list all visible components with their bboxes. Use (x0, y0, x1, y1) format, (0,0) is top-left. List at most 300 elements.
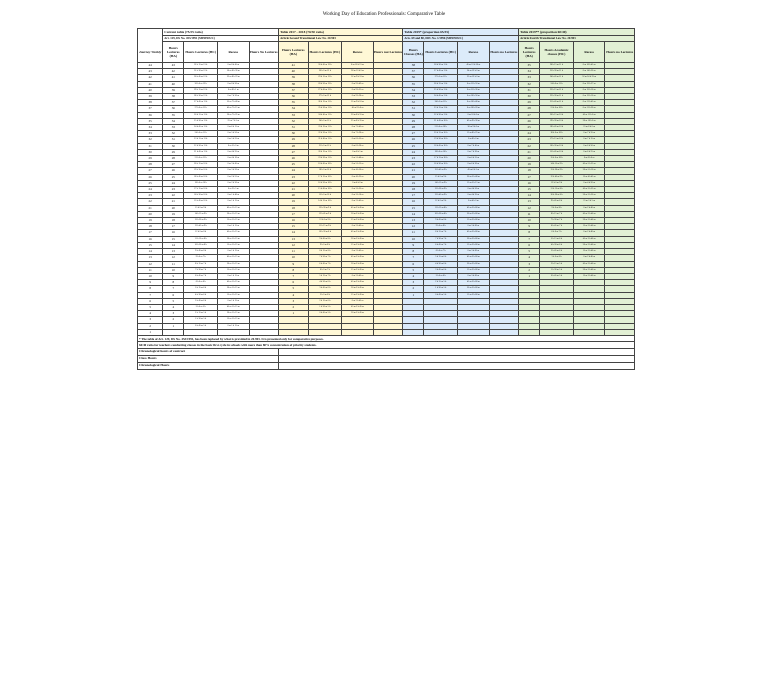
group-subtitle-2019-65: Arts. 69 and 80, DFL No. 1/1996 (MINEDUC) (403, 36, 519, 42)
table-cell: 20 h 15 m 11 h (308, 149, 342, 155)
table-cell: 9 (279, 261, 308, 267)
table-cell: 7 (519, 236, 540, 242)
table-cell: 16 h 30 m 10 h (424, 162, 458, 168)
table-cell: 9 h 0 m 8 h (308, 242, 342, 248)
table-cell: 12 h 45 m 9 h (540, 174, 574, 180)
table-cell: 15 m 2 h 40 m (573, 224, 605, 230)
table-cell: 25 h 30 m 11 h (540, 69, 574, 75)
table-cell: 45 m 2 h 45 m (342, 205, 374, 211)
weekly-hours-cell: 23 (138, 193, 163, 199)
table-cell: 3 (519, 261, 540, 267)
table-cell: 22 (163, 193, 184, 199)
table-cell: 9 (403, 242, 424, 248)
table-cell: 21 h 0 m 10 h (540, 106, 574, 112)
table-cell: 5 h 15 m 6 h (540, 236, 574, 242)
table-cell: 15 h 0 m 10 h (540, 156, 574, 162)
table-cell: 4 h 30 m 6 h (540, 242, 574, 248)
table-cell: 30 m 5 h 40 m (458, 174, 490, 180)
group-title-2019-60: Table 2019** (proportion 60/40) (519, 29, 635, 36)
table-cell: 18 (403, 187, 424, 193)
table-cell: 24 h 45 m 11 h (308, 112, 342, 118)
table-cell: 18 h 45 m 10 h (308, 162, 342, 168)
table-cell: 0 m 7 h 45 m (458, 143, 490, 149)
table-cell: 19 h 30 m 10 h (424, 137, 458, 143)
table-cell: 2 (163, 317, 184, 323)
table-cell: 22 h 30 m 11 h (424, 112, 458, 118)
table-cell: 37 (279, 87, 308, 93)
table-cell: 12 h 0 m 9 h (540, 180, 574, 186)
table-cell: 15 (279, 224, 308, 230)
table-cell: 27 (279, 149, 308, 155)
weekly-hours-cell: 34 (138, 125, 163, 131)
table-cell: 15 m 3 h 60 m (458, 292, 490, 298)
table-cell: 0 m 4 h 35 m (218, 149, 250, 155)
table-cell: 0 m 10 h 40 m (458, 100, 490, 106)
table-cell: 4 (279, 292, 308, 298)
table-cell: 3 (163, 311, 184, 317)
table-cell: 21 h 45 m 11 h (184, 149, 218, 155)
table-cell: 5 (403, 267, 424, 273)
table-cell: 18 h 0 m 10 h (308, 168, 342, 174)
table-cell: 15 h 0 m 9 h (424, 174, 458, 180)
table-cell: 0 m 2 h 45 m (342, 199, 374, 205)
table-cell: 6 h 0 m 7 h (540, 230, 574, 236)
group-subtitle-2017: Article Second Transitional Law No. 20.903 (279, 36, 403, 42)
table-cell: 7 h 30 m 7 h (540, 218, 574, 224)
weekly-hours-cell: 9 (138, 280, 163, 286)
table-cell: 33 (279, 112, 308, 118)
table-cell: 8 (279, 267, 308, 273)
table-cell: 9 h 0 m 7 h (184, 255, 218, 261)
table-cell: 1 (163, 323, 184, 329)
table-cell: 45 m 6 h 5 m (458, 168, 490, 174)
table-cell: 0 h 45 m 5 h (424, 292, 458, 298)
table-cell: 17 h 15 m 10 h (424, 156, 458, 162)
table-cell: 37 (403, 69, 424, 75)
table-cell: 19 h 30 m 11 h (308, 156, 342, 162)
table-cell: 45 m 5 h 35 m (573, 162, 605, 168)
table-cell: 45 m 3 h 60 m (458, 255, 490, 261)
table-cell: 20 m 7 h 25 m (218, 112, 250, 118)
table-cell: 19 (163, 211, 184, 217)
table-cell: 14 (403, 211, 424, 217)
weekly-hours-cell: 28 (138, 162, 163, 168)
table-cell: 11 (519, 211, 540, 217)
table-cell: 25 m 7 h 5 m (218, 118, 250, 124)
table-cell: 10 (403, 236, 424, 242)
group-subtitle-2019-60: Article Fourth Transitional Law No. 20.903 (519, 36, 635, 42)
table-cell: 45 m 1 h 15 m (218, 304, 250, 310)
table-cell: 12 (519, 205, 540, 211)
col-header: Hours Academic classes (HC) (540, 42, 574, 63)
group-title-2017: Table 2017 - 2018 (70/30 ratio) (279, 29, 403, 36)
table-cell: 0 m 4 h 50 m (342, 168, 374, 174)
table-cell: 0 m 16 h 45 m (573, 63, 605, 69)
table-cell: 15 m 3 h 60 m (458, 242, 490, 248)
table-cell: 30 m 1 h 15 m (218, 311, 250, 317)
table-cell: 30 m 1 h 15 m (218, 261, 250, 267)
table-cell: 30 m 2 h 45 m (342, 311, 374, 317)
table-cell: 28 h 30 m 11 h (424, 63, 458, 69)
table-cell: 0 m 2 h 45 m (342, 224, 374, 230)
table-cell: 30 (279, 131, 308, 137)
table-cell: 27 h 0 m 11 h (184, 106, 218, 112)
table-cell: 45 m 3 h 60 m (458, 280, 490, 286)
table-cell: 0 m 3 h 60 m (458, 273, 490, 279)
table-cell: 35 (163, 112, 184, 118)
table-cell: 6 (403, 261, 424, 267)
table-cell: 30 m 5 h 10 m (573, 168, 605, 174)
table-cell: 22 h 30 m 11 h (184, 143, 218, 149)
table-cell: 6 h 45 m 7 h (184, 273, 218, 279)
table-cell: 25 (163, 174, 184, 180)
weekly-hours-cell: 6 (138, 298, 163, 304)
table-body (138, 63, 635, 336)
table-cell: 19 h 30 m 10 h (184, 168, 218, 174)
table-cell: 6 h 0 m 7 h (424, 249, 458, 255)
table-cell: 35 (519, 63, 540, 69)
table-cell: 28 (519, 106, 540, 112)
table-cell: 31 (163, 137, 184, 143)
table-cell: 4 h 30 m 6 h (184, 292, 218, 298)
table-cell: 0 m 13 h 10 m (573, 87, 605, 93)
table-cell: 31 (279, 125, 308, 131)
col-header: Recess (458, 42, 490, 63)
table-cell: 11 h 15 m 9 h (308, 224, 342, 230)
table-cell: 0 m 6 h 50 m (573, 143, 605, 149)
table-cell: 19 h 30 m 10 h (540, 118, 574, 124)
table-cell: 15 m 2 h 40 m (573, 249, 605, 255)
col-header: Hours Lectures (HC) (184, 42, 218, 63)
group-title-2019-65: Table 2019* (proportion 65/35) (403, 29, 519, 36)
weekly-hours-cell: 44 (138, 63, 163, 69)
table-cell: 9 h 0 m 8 h (540, 205, 574, 211)
table-cell: 27 (403, 131, 424, 137)
table-cell: 15 m 1 h 15 m (218, 242, 250, 248)
note-2: 60/40 ratio for teachers conducting classes in the basic first cycle in schools with more than 80% concentration of priority students. (138, 342, 635, 349)
weekly-hours-cell: 12 (138, 261, 163, 267)
col-header: Recess (342, 42, 374, 63)
table-cell: 30 h 0 m 12 h (184, 81, 218, 87)
table-cell: 1 (519, 273, 540, 279)
table-cell: 0 m 2 h 40 m (573, 230, 605, 236)
table-cell: 13 (163, 249, 184, 255)
table-cell: 0 m 13 h 27 m (573, 81, 605, 87)
table-cell: 5 h 15 m 6 h (184, 286, 218, 292)
table-cell: 0 m 7 h 35 m (573, 131, 605, 137)
table-cell: 45 m 2 h 40 m (573, 261, 605, 267)
table-cell: 2 h 15 m 5 h (424, 280, 458, 286)
table-cell: 20 (279, 193, 308, 199)
table-cell: 21 h 45 m 11 h (308, 137, 342, 143)
table-cell: 0 m 14 h 30 m (573, 69, 605, 75)
table-cell: 11 h 15 m 8 h (424, 205, 458, 211)
table-cell: 6 (279, 280, 308, 286)
table-cell: 0 m 2 h 45 m (342, 273, 374, 279)
col-header: Hours No Lectures (249, 42, 278, 63)
table-cell: 1 h 30 m 5 h (308, 304, 342, 310)
table-cell: 1 h 30 m 5 h (424, 286, 458, 292)
weekly-hours-cell: 35 (138, 118, 163, 124)
table-cell: 16 (279, 218, 308, 224)
table-cell: 45 m 2 h 45 m (342, 280, 374, 286)
table-cell: 25 m 8 h 35 m (342, 118, 374, 124)
table-cell: 30 m 1 h 15 m (218, 286, 250, 292)
table-cell: 28 h 30 m 12 h (308, 81, 342, 87)
table-cell: 45 m 1 h 15 m (218, 255, 250, 261)
table-cell: 14 h 15 m 9 h (424, 180, 458, 186)
table-cell: 0 m 2 h 40 m (573, 255, 605, 261)
table-cell: 12 (279, 242, 308, 248)
table-cell: 20 (163, 205, 184, 211)
table-cell: 0 m 4 h 25 m (458, 193, 490, 199)
table-cell: 0 m 6 h 30 m (458, 162, 490, 168)
table-cell: 25 h 30 m 11 h (184, 118, 218, 124)
col-header: Hours Lectures (HA) (519, 42, 540, 63)
table-cell: 13 (519, 199, 540, 205)
table-cell: 0 m 3 h 60 m (458, 224, 490, 230)
table-cell: 12 (163, 255, 184, 261)
table-cell: 45 m 1 h 15 m (218, 280, 250, 286)
table-cell: 23 (519, 137, 540, 143)
comparative-table-container (137, 28, 635, 370)
table-cell: 13 h 30 m 9 h (424, 187, 458, 193)
table-cell: 30 (403, 112, 424, 118)
weekly-hours-cell: 24 (138, 187, 163, 193)
table-cell: 15 (403, 205, 424, 211)
table-cell: 15 h 45 m 10 h (308, 187, 342, 193)
table-cell: 0 m 9 h 20 m (342, 94, 374, 100)
table-cell: 18 h 0 m 10 h (540, 131, 574, 137)
table-cell: 27 (163, 162, 184, 168)
table-cell: 22 h 30 m 11 h (308, 131, 342, 137)
weekly-hours-cell: 40 (138, 87, 163, 93)
weekly-hours-cell: 16 (138, 236, 163, 242)
table-cell: 0 m 4 h 10 m (218, 156, 250, 162)
table-cell: 0 m 7 h 15 m (573, 137, 605, 143)
table-cell: 45 m 9 h 0 m (342, 106, 374, 112)
table-cell: 30 m 2 h 40 m (573, 218, 605, 224)
table-cell: 0 m 6 h 30 m (342, 143, 374, 149)
table-cell: 10 h 30 m 8 h (308, 230, 342, 236)
table-cell: 27 (519, 112, 540, 118)
weekly-hours-cell: 22 (138, 199, 163, 205)
table-cell: 16 (519, 180, 540, 186)
table-cell: 34 (403, 87, 424, 93)
table-cell: 18 (279, 205, 308, 211)
table-cell: 23 h 15 m 11 h (308, 125, 342, 131)
table-cell: 29 h 15 m 12 h (308, 75, 342, 81)
table-cell: 2 (279, 304, 308, 310)
table-cell: 8 h 15 m 7 h (540, 211, 574, 217)
table-cell: 15 m 2 h 45 m (342, 218, 374, 224)
weekly-hours-cell: 30 (138, 149, 163, 155)
table-cell: 9 h 45 m 8 h (184, 249, 218, 255)
table-cell: 2 (403, 286, 424, 292)
table-cell: 0 m 6 h 55 m (458, 156, 490, 162)
table-cell: 4 (163, 304, 184, 310)
col-header: Hours Lectures (HC) (424, 42, 458, 63)
table-cell: 45 m 3 h 55 m (573, 187, 605, 193)
weekly-hours-cell: 27 (138, 168, 163, 174)
weekly-hours-cell: 26 (138, 174, 163, 180)
table-cell: 24 h 0 m 11 h (540, 81, 574, 87)
table-cell: 30 (519, 94, 540, 100)
col-header: Hours Lectures (HC) (308, 42, 342, 63)
table-cell: 0 m 6 h 15 m (218, 125, 250, 131)
table-cell: 9 h 45 m 8 h (424, 218, 458, 224)
table-cell: 10 (163, 267, 184, 273)
table-cell: 30 m 3 h 30 m (573, 193, 605, 199)
table-cell: 14 h 15 m 10 h (308, 199, 342, 205)
table-cell: 0 m 5 h 15 m (342, 162, 374, 168)
table-cell: 0 m 3 h 35 m (342, 187, 374, 193)
table-cell: 8 (163, 280, 184, 286)
table-cell: 14 h 15 m 9 h (184, 211, 218, 217)
table-cell: 21 h 0 m 11 h (308, 143, 342, 149)
table-cell: 17 (403, 193, 424, 199)
table-cell: 30 h 0 m 12 h (308, 69, 342, 75)
table-cell: 7 (279, 273, 308, 279)
table-cell: 24 h 0 m 11 h (184, 131, 218, 137)
table-cell: 6 h 45 m 7 h (424, 242, 458, 248)
table-cell: 30 m 2 h 40 m (573, 267, 605, 273)
table-cell: 3 h 45 m 6 h (540, 249, 574, 255)
table-cell: 25 (279, 162, 308, 168)
table-cell: 6 h 0 m 6 h (184, 280, 218, 286)
table-cell: 0 m 4 h 0 m (342, 180, 374, 186)
table-cell: 0 m 10 h 20 m (458, 106, 490, 112)
table-cell: 45 m 9 h 30 m (458, 118, 490, 124)
table-cell: 20 m 8 h 55 m (342, 112, 374, 118)
table-cell: 19 (519, 162, 540, 168)
table-cell: 28 (279, 143, 308, 149)
table-cell: 0 m 8 h 45 m (218, 63, 250, 69)
table-cell: 14 (519, 193, 540, 199)
table-cell: 21 (403, 168, 424, 174)
table-cell: 26 h 15 m 11 h (424, 81, 458, 87)
table-cell: 12 h 0 m 9 h (424, 199, 458, 205)
table-cell: 30 m 2 h 45 m (342, 236, 374, 242)
table-cell: 17 (163, 224, 184, 230)
table-cell: 15 h 45 m 10 h (540, 149, 574, 155)
table-cell: 4 h 30 m 6 h (308, 280, 342, 286)
table-cell: 30 m 2 h 45 m (342, 286, 374, 292)
table-cell: 0 m 7 h 45 m (342, 125, 374, 131)
table-cell: 30 m 1 h 15 m (218, 211, 250, 217)
table-cell: 5 (279, 286, 308, 292)
table-cell: 39 (279, 75, 308, 81)
table-cell: 26 (519, 118, 540, 124)
table-cell: 21 (163, 199, 184, 205)
table-cell: 17 h 15 m 10 h (184, 187, 218, 193)
table-cell: 0 m 4 h 0 m (458, 199, 490, 205)
table-cell: 15 m 2 h 45 m (342, 242, 374, 248)
table-cell: 24 h 0 m 11 h (424, 100, 458, 106)
table-cell: 45 m 3 h 60 m (458, 205, 490, 211)
group-title-current: Current table (75/25 ratio) (163, 29, 279, 36)
table-cell: 15 h 0 m 10 h (308, 193, 342, 199)
table-cell: 15 m 1 h 15 m (218, 292, 250, 298)
table-cell: 21 (519, 149, 540, 155)
weekly-hours-cell: 10 (138, 273, 163, 279)
table-cell: 36 (403, 75, 424, 81)
table-cell: 0 m 1 h 15 m (218, 249, 250, 255)
comparative-table (137, 28, 635, 370)
table-cell: 29 h 15 m 12 h (184, 87, 218, 93)
col-header: Hours Classes (HA) (403, 42, 424, 63)
table-cell: 14 h 15 m 9 h (540, 162, 574, 168)
table-cell: 32 (279, 118, 308, 124)
table-cell: 15 (163, 236, 184, 242)
journey-weekly-header: Journey Weekly (138, 42, 163, 63)
table-cell: 0 m 3 h 60 m (458, 249, 490, 255)
table-cell: 36 (163, 106, 184, 112)
table-cell: 27 h 0 m 12 h (308, 94, 342, 100)
table-cell: 18 h 45 m 10 h (184, 174, 218, 180)
weekly-hours-cell: 18 (138, 224, 163, 230)
table-cell: 32 (403, 100, 424, 106)
table-cell: 15 m 8 h 25 m (458, 131, 490, 137)
table-cell: 7 h 30 m 7 h (424, 236, 458, 242)
table-cell: 23 (279, 174, 308, 180)
table-cell: 0 m 1 h 15 m (218, 224, 250, 230)
table-cell: 28 (163, 156, 184, 162)
table-cell: 30 m 3 h 60 m (458, 261, 490, 267)
table-cell: 26 (403, 137, 424, 143)
table-cell: 0 m 7 h 20 m (342, 131, 374, 137)
table-cell: 25 (403, 143, 424, 149)
weekly-hours-cell: 33 (138, 131, 163, 137)
table-cell: 24 (519, 131, 540, 137)
table-cell: 0 m 4 h 20 m (573, 180, 605, 186)
table-cell: 30 m 3 h 60 m (458, 211, 490, 217)
weekly-hours-cell: 21 (138, 205, 163, 211)
table-cell: 21 h 0 m 11 h (184, 156, 218, 162)
table-cell: 45 m 1 h 15 m (218, 230, 250, 236)
table-cell: 13 h 30 m 9 h (184, 218, 218, 224)
table-cell: 30 h 45 m 13 h (308, 63, 342, 69)
header-blank (138, 29, 163, 36)
table-cell: 34 (163, 118, 184, 124)
table-cell: 13 (279, 236, 308, 242)
table-cell: 18 h 45 m 10 h (424, 143, 458, 149)
table-cell: 3 h 0 m 6 h (308, 292, 342, 298)
table-cell: 8 h 15 m 7 h (424, 230, 458, 236)
table-cell: 45 m 2 h 45 m (342, 304, 374, 310)
table-cell: 10 (279, 255, 308, 261)
table-cell: 36 (279, 94, 308, 100)
table-cell: 16 (403, 199, 424, 205)
table-cell: 0 m 10 h 0 m (458, 112, 490, 118)
table-cell: 21 h 0 m 10 h (424, 125, 458, 131)
table-cell: 19 (279, 199, 308, 205)
table-cell: 37 (163, 100, 184, 106)
table-cell: 35 (403, 81, 424, 87)
table-cell: 15 (519, 187, 540, 193)
table-cell: 0 m 11 h 30 m (458, 87, 490, 93)
table-cell: 34 (519, 69, 540, 75)
table-cell: 25 (519, 125, 540, 131)
table-cell: 0 m 3 h 10 m (342, 193, 374, 199)
table-cell: 10 h 30 m 8 h (424, 211, 458, 217)
table-cell: 33 (403, 94, 424, 100)
table-cell: 15 m 3 h 60 m (458, 218, 490, 224)
table-cell: 43 (163, 63, 184, 69)
table-cell: 17 h 15 m 10 h (540, 137, 574, 143)
table-cell: 34 m 12 h 0 m (458, 69, 490, 75)
table-cell: 55 m 7 h 40 m (218, 100, 250, 106)
